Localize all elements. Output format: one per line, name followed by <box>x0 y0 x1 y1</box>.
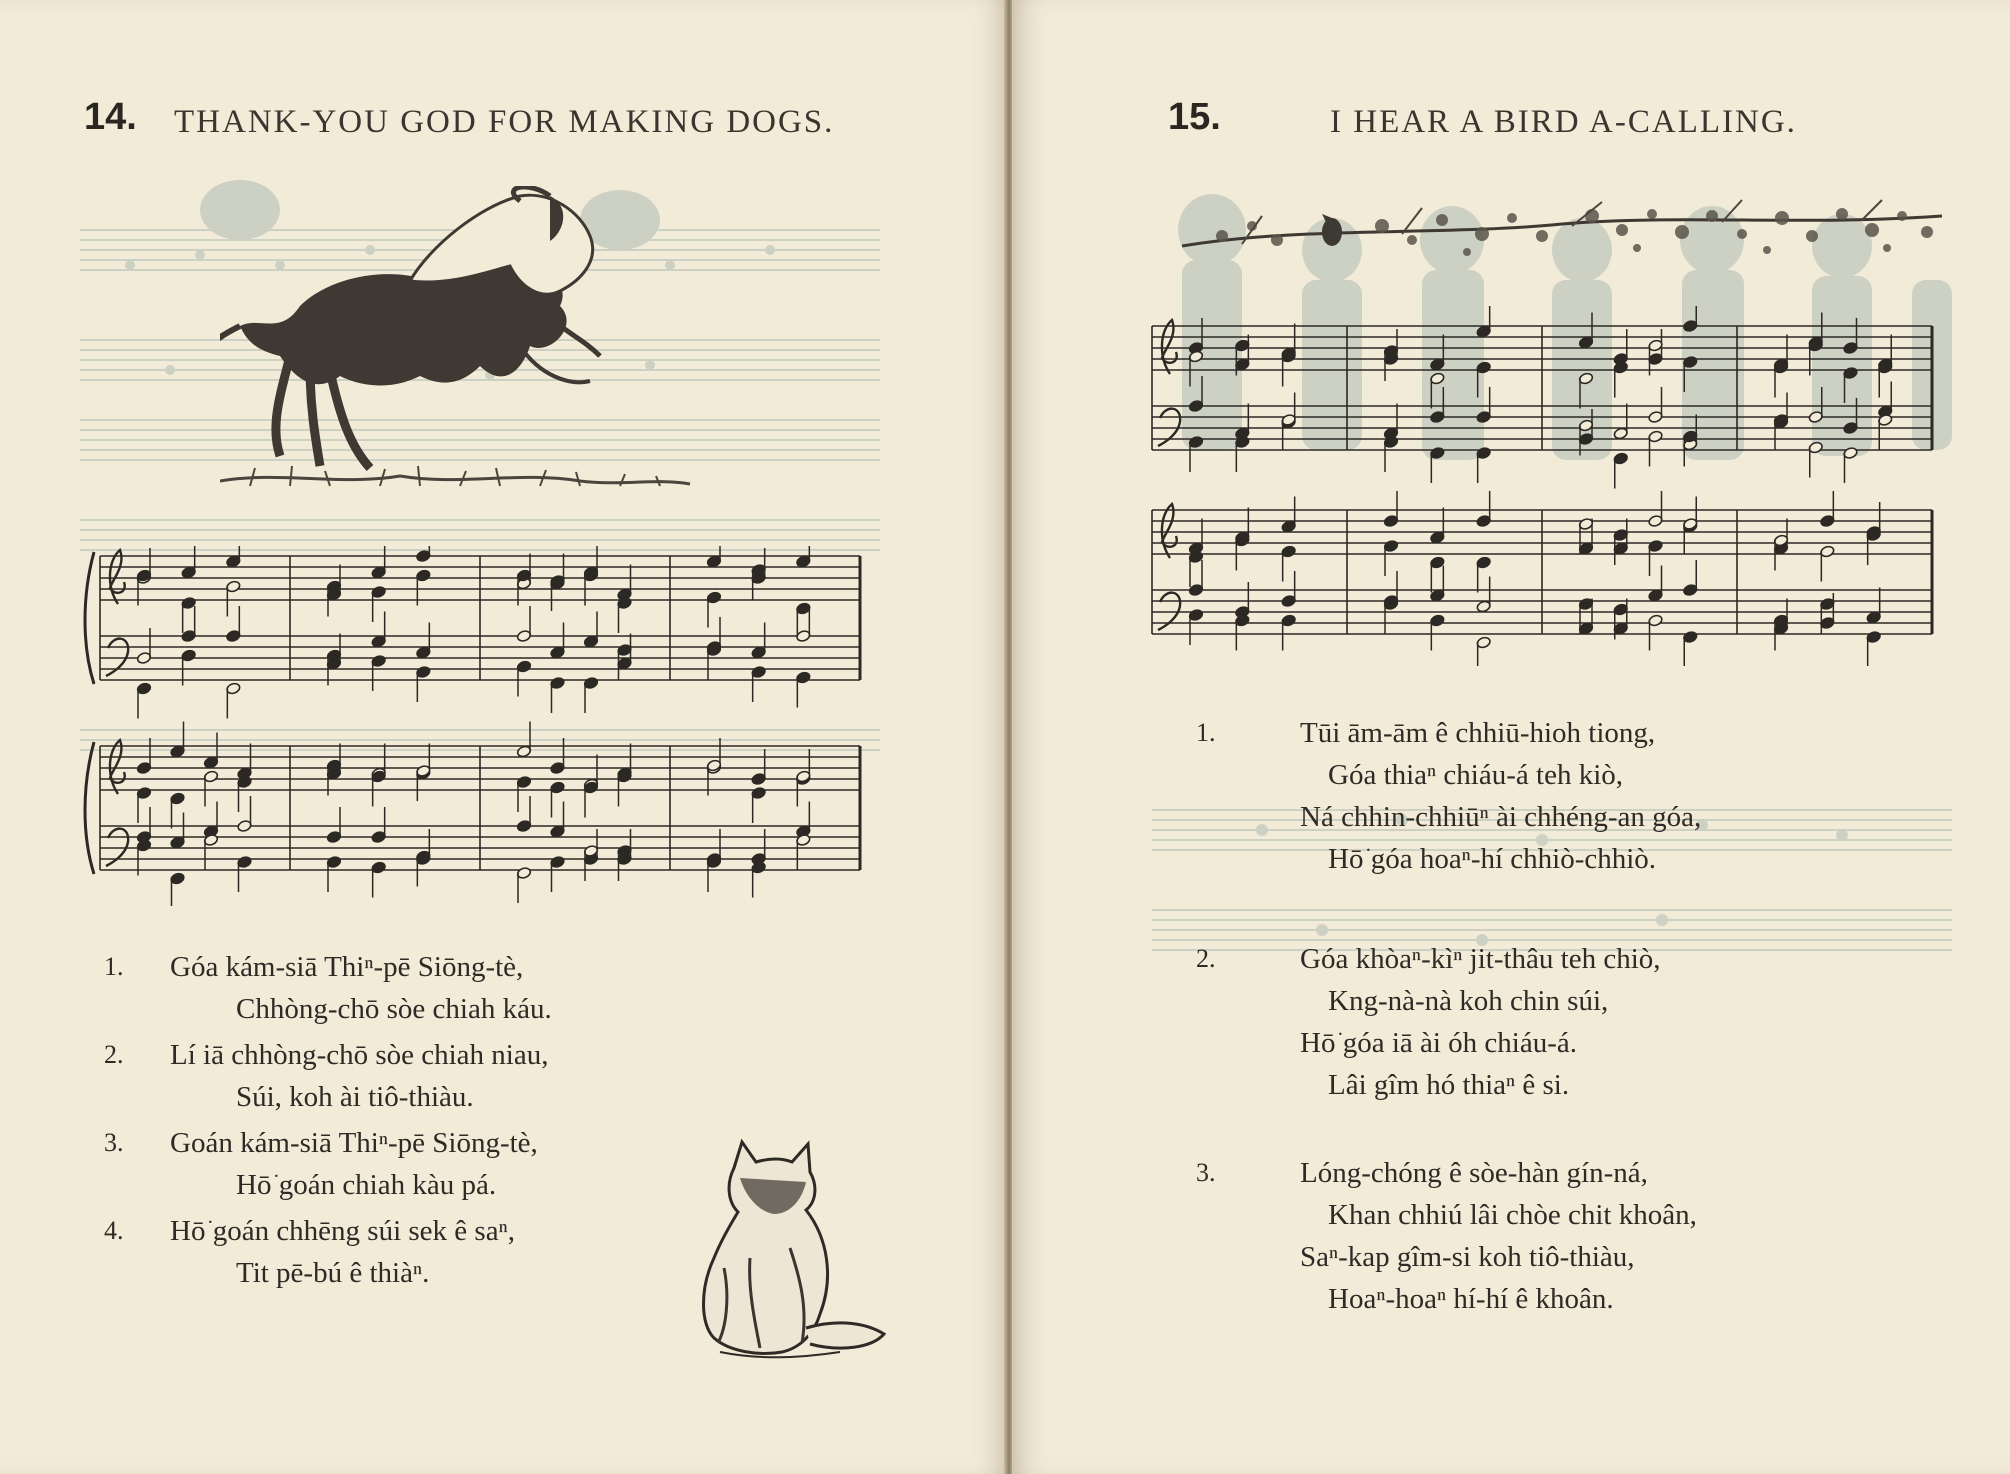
verse-4 <box>104 1210 515 1294</box>
verse-line: Chhòng-chō sòe chiah káu. <box>236 993 552 1025</box>
hymn-title: THANK-YOU GOD FOR MAKING DOGS. <box>174 104 835 140</box>
staff-system <box>1152 306 1932 489</box>
verse-number: 1. <box>1196 718 1216 747</box>
verse-line: Hō͘ góa hoaⁿ-hí chhiò-chhiò. <box>1328 843 1657 875</box>
staff-system <box>85 546 860 719</box>
verse-3 <box>1196 1152 1697 1320</box>
verse-line: Saⁿ-kap gîm-si koh tiô-thiàu, <box>1300 1241 1635 1273</box>
verse-line: Lóng-chóng ê sòe-hàn gín-ná, <box>1300 1157 1648 1189</box>
verse-2 <box>104 1034 549 1118</box>
verse-line: Góa kám-siā Thiⁿ-pē Siōng-tè, <box>170 951 524 983</box>
verse-number: 2. <box>1196 944 1216 973</box>
dog-illustration <box>220 186 700 496</box>
verse-line: Ná chhin-chhiūⁿ ài chhéng-an góa, <box>1300 801 1702 833</box>
verse-number: 2. <box>104 1040 124 1069</box>
right-page <box>1012 0 2010 1474</box>
verse-line: Khan chhiú lâi chòe chit khoân, <box>1328 1199 1697 1231</box>
music-score <box>78 546 888 906</box>
music-score <box>1136 306 1956 666</box>
verse-number: 3. <box>104 1128 124 1157</box>
verse-number: 4. <box>104 1216 124 1245</box>
verse-line: Hō͘ goán chhēng súi sek ê saⁿ, <box>170 1215 515 1247</box>
verse-line: Tūi ām-ām ê chhiū-hioh tiong, <box>1300 717 1656 749</box>
verse-line: Hō͘ goán chiah kàu pá. <box>236 1169 497 1201</box>
verse-line: Lí iā chhòng-chō sòe chiah niau, <box>170 1039 549 1071</box>
verse-number: 1. <box>104 952 124 981</box>
verse-line: Lâi gîm hó thiaⁿ ê si. <box>1328 1069 1570 1101</box>
verse-line: Góa thiaⁿ chiáu-á teh kiò, <box>1328 759 1623 791</box>
verse-line: Hō͘ góa iā ài óh chiáu-á. <box>1300 1027 1578 1059</box>
verse-line: Kng-nà-nà koh chin súi, <box>1328 985 1609 1017</box>
verse-number: 3. <box>1196 1158 1216 1187</box>
verse-1 <box>1196 712 1701 880</box>
hymn-number: 14. <box>84 96 137 138</box>
verse-line: Tit pē-bú ê thiàⁿ. <box>236 1257 430 1289</box>
verse-3 <box>104 1122 538 1206</box>
hymn-title: I HEAR A BIRD A-CALLING. <box>1330 104 1797 140</box>
verse-line: Hoaⁿ-hoaⁿ hí-hí ê khoân. <box>1328 1283 1614 1315</box>
verse-1 <box>104 946 552 1030</box>
verse-line: Góa khòaⁿ-kìⁿ jit-thâu teh chiò, <box>1300 943 1661 975</box>
bird-branch-illustration <box>1182 196 1942 286</box>
hymn-number: 15. <box>1168 96 1221 138</box>
staff-system <box>1152 491 1932 666</box>
staff-system <box>85 722 860 907</box>
verse-2 <box>1196 938 1661 1106</box>
verse-line: Goán kám-siā Thiⁿ-pē Siōng-tè, <box>170 1127 538 1159</box>
cat-illustration <box>690 1138 890 1368</box>
verse-line: Súi, koh ài tiô-thiàu. <box>236 1081 474 1113</box>
